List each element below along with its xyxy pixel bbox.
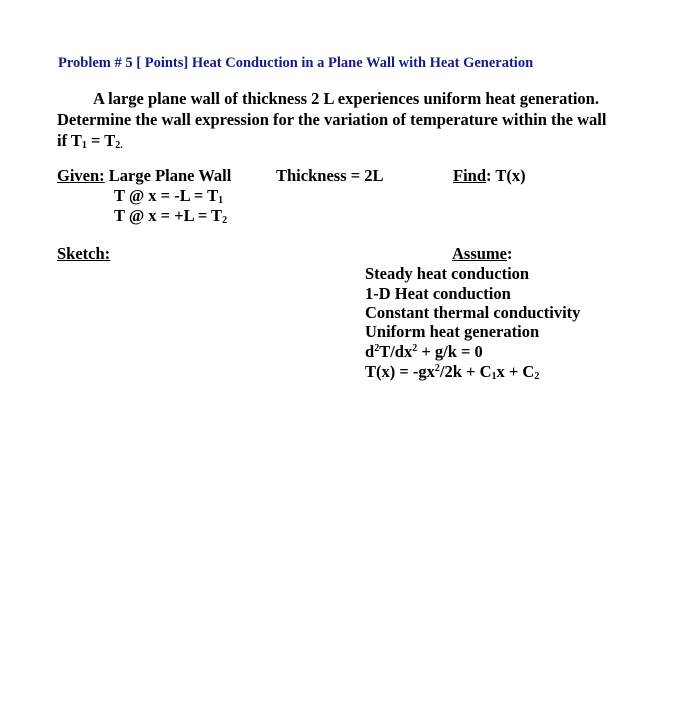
statement-condition-prefix: if T — [57, 131, 82, 150]
given-label: Given: — [57, 166, 105, 185]
condition-1-text: T @ x = -L = T — [114, 186, 219, 205]
assume-label: Assume — [452, 244, 508, 263]
subscript-2: 2 — [222, 215, 228, 226]
superscript-2: 2 — [412, 343, 418, 354]
assume-item-3: Constant thermal conductivity — [365, 303, 581, 322]
statement-line-1: A large plane wall of thickness 2 L experiences uniform heat generation. — [93, 89, 599, 108]
superscript-2: 2 — [374, 343, 380, 354]
thickness-text: Thickness = 2L — [276, 166, 384, 185]
eq2-part-a: T(x) = -gx — [365, 362, 435, 381]
given-condition-1 — [114, 186, 223, 206]
eq1-part-c: + g/k = 0 — [417, 342, 483, 361]
assume-item-4: Uniform heat generation — [365, 322, 540, 341]
assume-heading — [452, 244, 513, 264]
given-section — [57, 166, 231, 186]
find-label: Find — [453, 166, 487, 185]
statement-line-3 — [57, 130, 123, 151]
eq2-part-c: x + C — [496, 362, 535, 381]
given-item: Large Plane Wall — [108, 166, 232, 185]
eq1-part-b: T/dx — [379, 342, 413, 361]
statement-line-2: Determine the wall expression for the variation of temperature within the wall — [57, 110, 607, 129]
assume-item-2: 1-D Heat conduction — [365, 284, 511, 303]
given-condition-2 — [114, 206, 227, 226]
problem-title: Problem # 5 [ Points] Heat Conduction in a Plane Wall with Heat Generation — [58, 55, 534, 71]
find-section — [453, 166, 526, 186]
eq2-part-b: /2k + C — [439, 362, 492, 381]
superscript-2: 2 — [434, 363, 440, 374]
statement-condition-eq: = T — [86, 131, 116, 150]
condition-2-text: T @ x = +L = T — [114, 206, 223, 225]
eq1-part-a: d — [365, 342, 375, 361]
subscript-1: 1 — [218, 195, 224, 206]
find-value: : T(x) — [486, 166, 526, 185]
sketch-label: Sketch: — [57, 244, 111, 263]
subscript-2: 2 — [534, 371, 540, 382]
assume-item-1: Steady heat conduction — [365, 264, 530, 283]
subscript-1: 1 — [81, 140, 87, 151]
subscript-2: 2. — [115, 140, 123, 151]
subscript-1: 1 — [491, 371, 497, 382]
assume-colon: : — [507, 244, 513, 263]
solution-equation — [365, 362, 539, 382]
governing-equation — [365, 342, 483, 362]
